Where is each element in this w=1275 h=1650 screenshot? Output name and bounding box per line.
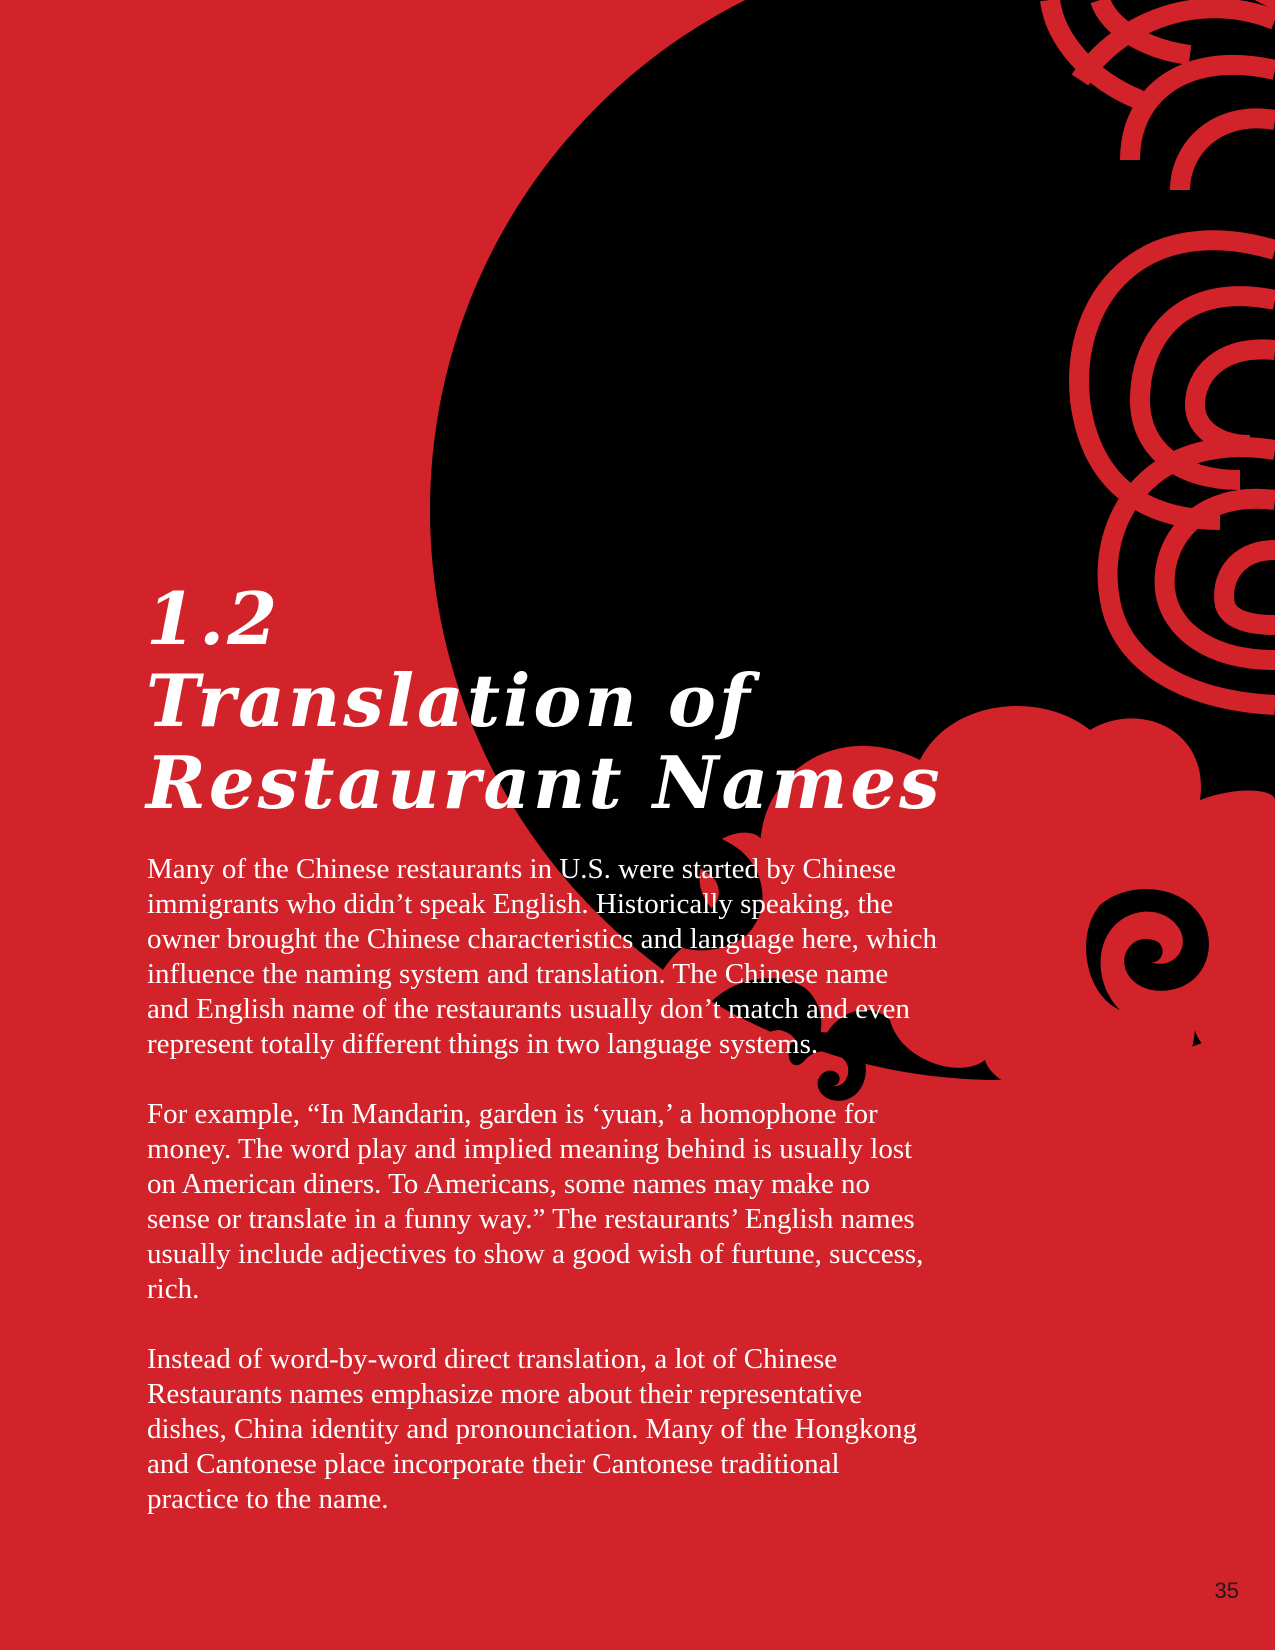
section-heading — [146, 578, 943, 824]
paragraph-3: Instead of word-by-word direct translation, a lot of Chinese Restaurants names emphasize more about their representative dishes, China identity and pronounciation. Many of the Hongkong and Cantonese place incorporate their Cantonese traditional practice to the name. — [147, 1343, 918, 1515]
section-title-line-2: Restaurant Names — [146, 740, 943, 825]
body-text — [147, 852, 937, 1552]
paragraph-1: Many of the Chinese restaurants in U.S. were started by Chinese immigrants who didn’t speak English. Historically speaking, the owner brought the Chinese characteristics and language here, which influence the naming system and translation. The Chinese name and English name of the restaurants usually don’t match and even represent totally different things in two language systems. — [147, 853, 937, 1060]
section-number: 1.2 — [146, 576, 281, 661]
page-number: 35 — [1214, 1578, 1239, 1603]
paragraph-2: For example, “In Mandarin, garden is ‘yuan,’ a homophone for money. The word play and implied meaning behind is usually lost on American diners. To Americans, some names may make no sense or translate in a funny way.” The restaurants’ English names usually include adjectives to show a good wish of furtune, success, rich. — [147, 1098, 924, 1305]
section-title-line-1: Translation of — [146, 658, 753, 743]
